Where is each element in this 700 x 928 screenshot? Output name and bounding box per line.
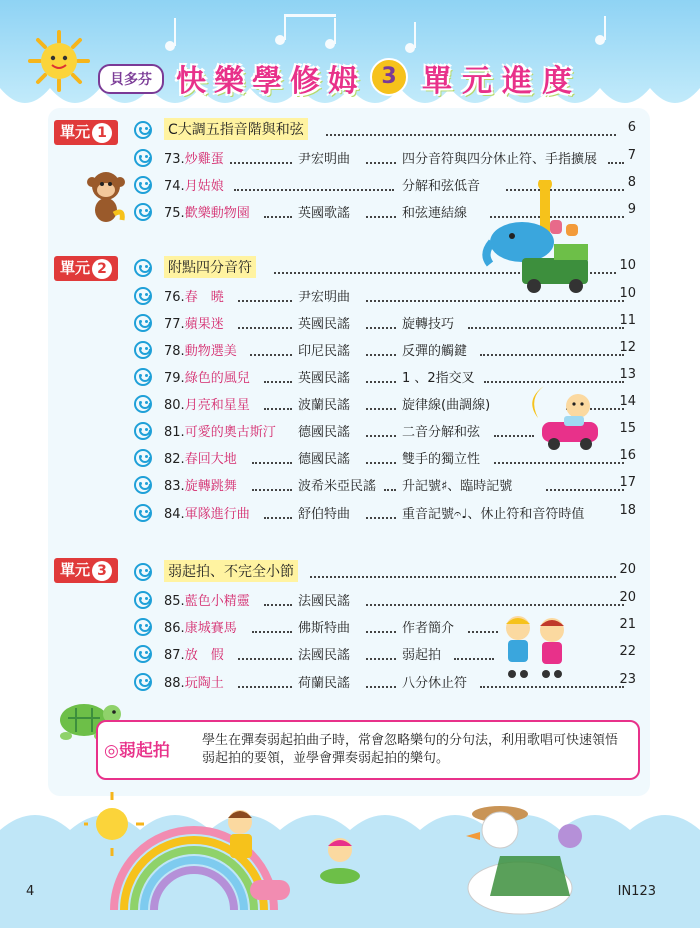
leader-dots: [264, 509, 292, 519]
page-number: 20: [619, 562, 636, 577]
smiley-icon: [134, 673, 152, 691]
page-number: 10: [619, 286, 636, 301]
page-number: 15: [619, 421, 636, 436]
page-number: 13: [619, 367, 636, 382]
page-number: 9: [627, 202, 636, 217]
toc-row-85[interactable]: [134, 590, 644, 612]
song-title: 75.歡樂動物園: [164, 206, 250, 221]
song-title: 78.動物選美: [164, 344, 237, 359]
song-topic: 作者簡介: [402, 621, 455, 636]
toc-row-77[interactable]: [134, 313, 644, 335]
title-number-badge: 3: [370, 58, 408, 96]
song-title: 82.春回大地: [164, 452, 237, 467]
leader-dots: [454, 650, 494, 660]
song-composer: 尹宏明曲: [298, 290, 351, 305]
tip-text: 學生在彈奏弱起拍曲子時，常會忽略樂句的分句法，利用歌唱可快速領悟弱起拍的要領，並學會彈奏弱起拍的樂句。: [202, 733, 619, 766]
leader-dots: [366, 346, 396, 356]
leader-dots: [310, 568, 616, 578]
unit-tag: 單元 1: [54, 120, 118, 145]
unit-number: 2: [92, 259, 112, 279]
song-topic: 二音分解和弦: [402, 425, 481, 440]
page-number: 23: [619, 672, 636, 687]
smiley-icon: [134, 395, 152, 413]
song-composer: 佛斯特曲: [298, 621, 351, 636]
moon-car-icon: [524, 384, 600, 452]
unit-title: C大調五指音階與和弦: [164, 118, 308, 140]
smiley-icon: [134, 449, 152, 467]
leader-dots: [480, 346, 624, 356]
page-title: [92, 56, 612, 98]
song-composer: 法國民謠: [298, 594, 351, 609]
leader-dots: [366, 454, 396, 464]
unit-3-label: [54, 558, 118, 582]
page-number: 18: [619, 503, 636, 518]
leader-dots: [546, 481, 624, 491]
song-topic: 四分音符與四分休止符、手指擴展: [402, 152, 598, 167]
song-title: 87.放 假: [164, 648, 224, 663]
leader-dots: [484, 373, 624, 383]
kids-floating-icon: [210, 800, 370, 910]
song-title: 74.月姑娘: [164, 179, 224, 194]
leader-dots: [366, 509, 396, 519]
product-code: IN123: [617, 884, 656, 899]
song-composer: 尹宏明曲: [298, 152, 351, 167]
song-composer: 英國歌謠: [298, 206, 351, 221]
smiley-icon: [134, 259, 152, 277]
song-topic: 旋轉技巧: [402, 317, 455, 332]
page-number: 11: [619, 313, 636, 328]
leader-dots: [326, 126, 616, 136]
leader-dots: [252, 481, 292, 491]
smiley-icon: [134, 176, 152, 194]
smiley-icon: [134, 504, 152, 522]
toc-row-unit-3[interactable]: [134, 562, 644, 584]
leader-dots: [238, 678, 292, 688]
leader-dots: [608, 154, 624, 164]
leader-dots: [238, 650, 292, 660]
smiley-icon: [134, 368, 152, 386]
smiley-icon: [134, 121, 152, 139]
leader-dots: [366, 596, 624, 606]
leader-dots: [234, 181, 394, 191]
song-title: 84.軍隊進行曲: [164, 507, 250, 522]
toc-row-84[interactable]: [134, 503, 644, 525]
kids-skating-icon: [496, 612, 576, 682]
song-topic: 八分休止符: [402, 676, 468, 691]
smiley-icon: [134, 287, 152, 305]
unit-tag: 單元 2: [54, 256, 118, 281]
song-composer: 舒伯特曲: [298, 507, 351, 522]
song-composer: 波蘭民謠: [298, 398, 351, 413]
song-composer: 英國民謠: [298, 317, 351, 332]
song-topic: 和弦連結線: [402, 206, 468, 221]
song-topic: 1 、2指交叉: [402, 371, 475, 386]
page-number: 22: [619, 644, 636, 659]
page-number: 20: [619, 590, 636, 605]
unit-number: 3: [92, 561, 112, 581]
page-number: 10: [619, 258, 636, 273]
leader-dots: [366, 678, 396, 688]
song-topic: 升記號♯、臨時記號: [402, 479, 513, 494]
leader-dots: [366, 623, 396, 633]
song-title: 85.藍色小精靈: [164, 594, 250, 609]
page-number-footer: 4: [26, 884, 35, 899]
page-number: 6: [627, 120, 636, 135]
toc-row-unit-1[interactable]: [134, 120, 644, 142]
page-number: 21: [619, 617, 636, 632]
smiley-icon: [134, 314, 152, 332]
tip-label: ◎弱起拍: [104, 741, 170, 761]
song-topic: 分解和弦低音: [402, 179, 481, 194]
duck-icon: [460, 796, 600, 920]
leader-dots: [252, 623, 292, 633]
title-main: 快樂學修姆: [176, 64, 366, 99]
tip-box: [96, 720, 640, 780]
song-title: 88.玩陶土: [164, 676, 224, 691]
leader-dots: [366, 154, 396, 164]
smiley-icon: [134, 618, 152, 636]
song-title: 79.綠色的風兒: [164, 371, 250, 386]
leader-dots: [252, 454, 292, 464]
monkey-icon: [84, 168, 128, 224]
song-title: 73.炒雞蛋: [164, 152, 224, 167]
brand-badge: 貝多芬: [98, 64, 164, 94]
smiley-icon: [134, 563, 152, 581]
song-title: 80.月亮和星星: [164, 398, 250, 413]
song-composer: 印尼民謠: [298, 344, 351, 359]
leader-dots: [366, 208, 396, 218]
page-number: 12: [619, 340, 636, 355]
leader-dots: [366, 400, 396, 410]
page-number: 8: [627, 175, 636, 190]
toc-row-83[interactable]: [134, 475, 644, 497]
song-title: 86.康城賽馬: [164, 621, 237, 636]
leader-dots: [366, 319, 396, 329]
leader-dots: [238, 319, 292, 329]
song-topic: 旋律線(曲調線): [402, 398, 491, 413]
song-topic: 弱起拍: [402, 648, 442, 663]
unit-1-label: [54, 120, 118, 144]
song-title: 83.旋轉跳舞: [164, 479, 237, 494]
leader-dots: [230, 154, 292, 164]
page-number: 7: [627, 148, 636, 163]
leader-dots: [264, 400, 292, 410]
smiley-icon: [134, 422, 152, 440]
toc-row-73[interactable]: [134, 148, 644, 170]
leader-dots: [366, 373, 396, 383]
leader-dots: [366, 650, 396, 660]
song-topic: 重音記號𝄐♩、休止符和音符時值: [402, 507, 585, 522]
song-topic: 反彈的觸鍵: [402, 344, 468, 359]
unit-title: 弱起拍、不完全小節: [164, 560, 298, 582]
smiley-icon: [134, 149, 152, 167]
title-subtitle: 單元進度: [422, 64, 582, 99]
song-composer: 德國民謠: [298, 425, 351, 440]
smiley-icon: [134, 341, 152, 359]
song-title: 81.可愛的奧古斯汀: [164, 425, 276, 440]
smiley-icon: [134, 203, 152, 221]
music-notes-icon: [160, 10, 620, 60]
leader-dots: [384, 481, 396, 491]
unit-title: 附點四分音符: [164, 256, 256, 278]
elephant-truck-icon: [482, 180, 594, 294]
smiley-icon: [134, 645, 152, 663]
leader-dots: [264, 596, 292, 606]
song-title: 77.蘋果迷: [164, 317, 224, 332]
leader-dots: [468, 623, 498, 633]
page-number: 17: [619, 475, 636, 490]
leader-dots: [494, 454, 624, 464]
page-number: 14: [619, 394, 636, 409]
leader-dots: [250, 346, 292, 356]
song-composer: 荷蘭民謠: [298, 676, 351, 691]
unit-number: 1: [92, 123, 112, 143]
unit-tag: 單元 3: [54, 558, 118, 583]
leader-dots: [264, 373, 292, 383]
leader-dots: [366, 427, 396, 437]
song-composer: 波希米亞民謠: [298, 479, 377, 494]
leader-dots: [264, 208, 292, 218]
toc-row-78[interactable]: [134, 340, 644, 362]
leader-dots: [238, 292, 292, 302]
smiley-icon: [134, 476, 152, 494]
song-composer: 德國民謠: [298, 452, 351, 467]
unit-2-label: [54, 256, 118, 280]
smiley-icon: [134, 591, 152, 609]
page-number: 16: [619, 448, 636, 463]
song-title: 76.春 曉: [164, 290, 224, 305]
leader-dots: [468, 319, 624, 329]
song-composer: 英國民謠: [298, 371, 351, 386]
sun-icon: [28, 30, 90, 92]
song-topic: 雙手的獨立性: [402, 452, 481, 467]
song-composer: 法國民謠: [298, 648, 351, 663]
